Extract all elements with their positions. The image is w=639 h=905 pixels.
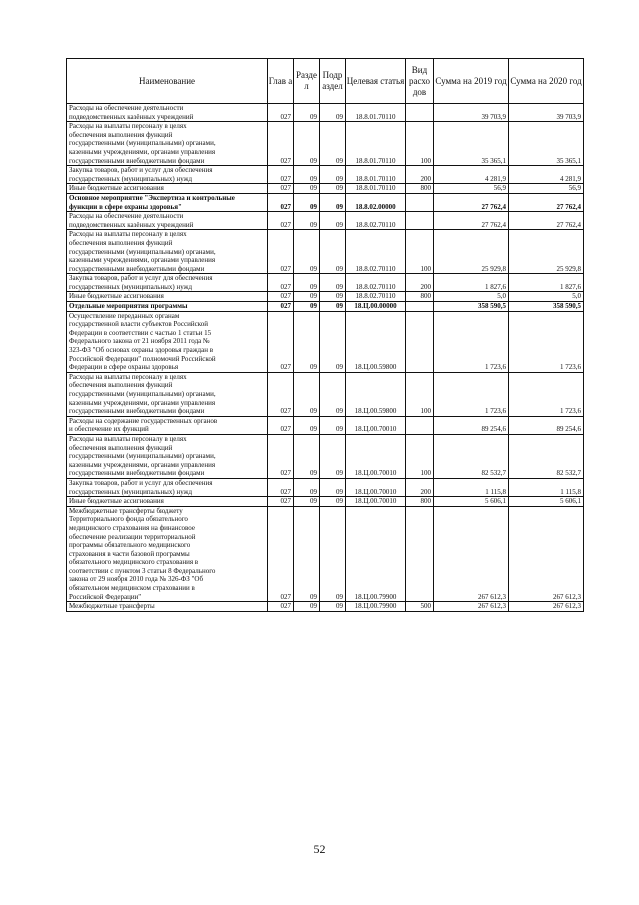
cell-sum-2020: 27 762,4 [509, 193, 584, 211]
cell-name: Межбюджетные трансферты [67, 602, 268, 612]
table-row [67, 478, 584, 496]
cell-name: Расходы на выплаты персоналу в целях обеспечения выполнения функций государственными (муниципальными) органами, казенными учреждениями, органами управления государственными внебюджетными фондами [67, 372, 268, 416]
table-row [67, 230, 584, 274]
cell-name: Отдельные мероприятия программы [67, 302, 268, 312]
cell-name: Расходы на обеспечение деятельности подведомственных казённых учреждений [67, 212, 268, 230]
cell-expense-type: 200 [406, 478, 434, 496]
cell-sum-2020: 82 532,7 [509, 434, 584, 478]
table-row [67, 311, 584, 372]
cell-name: Закупка товаров, работ и услуг для обеспечения государственных (муниципальных) нужд [67, 166, 268, 184]
cell-sum-2020: 89 254,6 [509, 416, 584, 434]
table-body [67, 104, 584, 612]
cell-section: 09 [294, 434, 320, 478]
cell-subsection: 09 [320, 212, 346, 230]
cell-sum-2019: 5 606,1 [434, 497, 509, 507]
cell-chapter: 027 [268, 274, 294, 292]
cell-sum-2019: 39 703,9 [434, 104, 509, 122]
cell-sum-2019: 358 590,5 [434, 302, 509, 312]
cell-sum-2020: 267 612,3 [509, 506, 584, 602]
cell-chapter: 027 [268, 434, 294, 478]
cell-sum-2019: 89 254,6 [434, 416, 509, 434]
cell-expense-type: 100 [406, 434, 434, 478]
cell-sum-2019: 27 762,4 [434, 193, 509, 211]
cell-subsection: 09 [320, 104, 346, 122]
cell-chapter: 027 [268, 602, 294, 612]
cell-section: 09 [294, 274, 320, 292]
cell-expense-type [406, 193, 434, 211]
cell-expense-type [406, 416, 434, 434]
cell-expense-type: 200 [406, 166, 434, 184]
header-expense-type: Вид расхо дов [406, 59, 434, 104]
cell-chapter: 027 [268, 372, 294, 416]
cell-expense-type: 800 [406, 292, 434, 302]
table-row [67, 497, 584, 507]
cell-subsection: 09 [320, 193, 346, 211]
cell-sum-2019: 4 281,9 [434, 166, 509, 184]
cell-subsection: 09 [320, 416, 346, 434]
table-row [67, 166, 584, 184]
table-row [67, 122, 584, 166]
cell-name: Межбюджетные трансферты бюджету Территориального фонда обязательного медицинского страхования на финансовое обеспечение реализации территориальной программы обязательного медицинского страхования в части базовой программы обязательного медицинского страхования в соответствии с пунктом 3 статьи 8 Федерального закона от 29 ноября 2010 года № 326-ФЗ "Об обязательном медицинском страховании в Российской Федерации" [67, 506, 268, 602]
cell-sum-2019: 1 827,6 [434, 274, 509, 292]
cell-target: 18.Ц.00.59800 [346, 372, 406, 416]
cell-name: Иные бюджетные ассигнования [67, 497, 268, 507]
cell-section: 09 [294, 230, 320, 274]
cell-expense-type: 500 [406, 602, 434, 612]
table-row [67, 274, 584, 292]
table-row [67, 193, 584, 211]
cell-section: 09 [294, 212, 320, 230]
cell-target: 18.8.02.70110 [346, 212, 406, 230]
cell-section: 09 [294, 372, 320, 416]
cell-subsection: 09 [320, 230, 346, 274]
cell-sum-2019: 1 723,6 [434, 372, 509, 416]
cell-section: 09 [294, 302, 320, 312]
cell-chapter: 027 [268, 212, 294, 230]
cell-chapter: 027 [268, 506, 294, 602]
cell-section: 09 [294, 497, 320, 507]
page-number: 52 [313, 842, 326, 856]
cell-chapter: 027 [268, 166, 294, 184]
cell-sum-2020: 1 827,6 [509, 274, 584, 292]
cell-name: Закупка товаров, работ и услуг для обеспечения государственных (муниципальных) нужд [67, 478, 268, 496]
cell-target: 18.8.01.70110 [346, 122, 406, 166]
cell-chapter: 027 [268, 193, 294, 211]
cell-chapter: 027 [268, 416, 294, 434]
table-row [67, 372, 584, 416]
cell-sum-2020: 358 590,5 [509, 302, 584, 312]
cell-sum-2020: 5 606,1 [509, 497, 584, 507]
cell-sum-2019: 1 115,8 [434, 478, 509, 496]
table-row [67, 434, 584, 478]
cell-subsection: 09 [320, 372, 346, 416]
cell-name: Расходы на выплаты персоналу в целях обеспечения выполнения функций государственными (муниципальными) органами, казенными учреждениями, органами управления государственными внебюджетными фондами [67, 434, 268, 478]
cell-chapter: 027 [268, 478, 294, 496]
table-row [67, 104, 584, 122]
cell-subsection: 09 [320, 292, 346, 302]
cell-section: 09 [294, 104, 320, 122]
cell-target: 18.8.01.70110 [346, 104, 406, 122]
cell-sum-2020: 25 929,8 [509, 230, 584, 274]
cell-expense-type: 800 [406, 184, 434, 194]
cell-sum-2019: 5,0 [434, 292, 509, 302]
cell-name: Иные бюджетные ассигнования [67, 184, 268, 194]
cell-sum-2019: 267 612,3 [434, 602, 509, 612]
cell-subsection: 09 [320, 166, 346, 184]
cell-name: Расходы на обеспечение деятельности подведомственных казённых учреждений [67, 104, 268, 122]
cell-sum-2020: 1 115,8 [509, 478, 584, 496]
header-sum-2020: Сумма на 2020 год [509, 59, 584, 104]
cell-target: 18.Ц.00.59800 [346, 311, 406, 372]
cell-expense-type: 200 [406, 274, 434, 292]
cell-section: 09 [294, 602, 320, 612]
cell-subsection: 09 [320, 122, 346, 166]
budget-table [66, 58, 584, 612]
cell-sum-2019: 267 612,3 [434, 506, 509, 602]
header-sum-2019: Сумма на 2019 год [434, 59, 509, 104]
cell-section: 09 [294, 506, 320, 602]
header-chapter: Глав а [268, 59, 294, 104]
cell-subsection: 09 [320, 311, 346, 372]
cell-chapter: 027 [268, 497, 294, 507]
cell-subsection: 09 [320, 434, 346, 478]
cell-target: 18.Ц.00.70010 [346, 497, 406, 507]
cell-chapter: 027 [268, 302, 294, 312]
table-row [67, 602, 584, 612]
cell-section: 09 [294, 416, 320, 434]
header-subsection: Подр аздел [320, 59, 346, 104]
cell-chapter: 027 [268, 311, 294, 372]
cell-subsection: 09 [320, 478, 346, 496]
cell-expense-type [406, 104, 434, 122]
cell-expense-type: 100 [406, 122, 434, 166]
cell-target: 18.8.02.70110 [346, 274, 406, 292]
cell-target: 18.Ц.00.70010 [346, 434, 406, 478]
cell-sum-2020: 35 365,1 [509, 122, 584, 166]
cell-chapter: 027 [268, 292, 294, 302]
cell-target: 18.8.02.70110 [346, 292, 406, 302]
cell-target: 18.Ц.00.70010 [346, 478, 406, 496]
cell-name: Осуществление переданных органам государственной власти субъектов Российской Федерации в соответствии с частью 1 статьи 15 Федерального закона от 21 ноября 2011 года № 323-ФЗ "Об основах охраны здоровья граждан в Российской Федерации" полномочий Российской Федерации в сфере охраны здоровья [67, 311, 268, 372]
cell-subsection: 09 [320, 497, 346, 507]
cell-subsection: 09 [320, 274, 346, 292]
cell-chapter: 027 [268, 122, 294, 166]
table-row [67, 212, 584, 230]
cell-sum-2020: 5,0 [509, 292, 584, 302]
cell-section: 09 [294, 122, 320, 166]
cell-sum-2019: 56,9 [434, 184, 509, 194]
cell-target: 18.8.02.70110 [346, 230, 406, 274]
cell-target: 18.Ц.00.79900 [346, 506, 406, 602]
cell-section: 09 [294, 478, 320, 496]
table-row [67, 184, 584, 194]
cell-expense-type: 800 [406, 497, 434, 507]
cell-section: 09 [294, 292, 320, 302]
table-row [67, 292, 584, 302]
cell-sum-2020: 56,9 [509, 184, 584, 194]
cell-expense-type [406, 311, 434, 372]
cell-target: 18.Ц.00.70010 [346, 416, 406, 434]
cell-section: 09 [294, 311, 320, 372]
cell-target: 18.8.02.00000 [346, 193, 406, 211]
header-target: Целевая статья [346, 59, 406, 104]
cell-expense-type: 100 [406, 230, 434, 274]
cell-chapter: 027 [268, 184, 294, 194]
cell-target: 18.8.01.70110 [346, 166, 406, 184]
cell-subsection: 09 [320, 602, 346, 612]
cell-section: 09 [294, 184, 320, 194]
cell-sum-2020: 39 703,9 [509, 104, 584, 122]
table-row [67, 416, 584, 434]
cell-name: Закупка товаров, работ и услуг для обеспечения государственных (муниципальных) нужд [67, 274, 268, 292]
cell-target: 18.Ц.00.79900 [346, 602, 406, 612]
cell-chapter: 027 [268, 104, 294, 122]
cell-sum-2020: 1 723,6 [509, 372, 584, 416]
cell-sum-2020: 27 762,4 [509, 212, 584, 230]
cell-sum-2019: 25 929,8 [434, 230, 509, 274]
cell-sum-2020: 267 612,3 [509, 602, 584, 612]
cell-subsection: 09 [320, 506, 346, 602]
cell-subsection: 09 [320, 302, 346, 312]
cell-section: 09 [294, 166, 320, 184]
cell-name: Основное мероприятие "Экспертиза и контрольные функции в сфере охраны здоровья" [67, 193, 268, 211]
cell-subsection: 09 [320, 184, 346, 194]
cell-sum-2019: 1 723,6 [434, 311, 509, 372]
cell-sum-2020: 4 281,9 [509, 166, 584, 184]
cell-target: 18.8.01.70110 [346, 184, 406, 194]
cell-name: Иные бюджетные ассигнования [67, 292, 268, 302]
header-section: Разде л [294, 59, 320, 104]
cell-sum-2020: 1 723,6 [509, 311, 584, 372]
cell-expense-type [406, 212, 434, 230]
cell-name: Расходы на содержание государственных органов и обеспечение их функций [67, 416, 268, 434]
table-row [67, 302, 584, 312]
header-name: Наименование [67, 59, 268, 104]
cell-sum-2019: 82 532,7 [434, 434, 509, 478]
table-header-row [67, 59, 584, 104]
cell-name: Расходы на выплаты персоналу в целях обеспечения выполнения функций государственными (муниципальными) органами, казенными учреждениями, органами управления государственными внебюджетными фондами [67, 122, 268, 166]
cell-expense-type [406, 506, 434, 602]
budget-table-sheet [66, 58, 583, 612]
cell-expense-type: 100 [406, 372, 434, 416]
cell-section: 09 [294, 193, 320, 211]
cell-chapter: 027 [268, 230, 294, 274]
cell-expense-type [406, 302, 434, 312]
cell-target: 18.Ц.00.00000 [346, 302, 406, 312]
table-row [67, 506, 584, 602]
cell-sum-2019: 35 365,1 [434, 122, 509, 166]
cell-sum-2019: 27 762,4 [434, 212, 509, 230]
cell-name: Расходы на выплаты персоналу в целях обеспечения выполнения функций государственными (муниципальными) органами, казенными учреждениями, органами управления государственными внебюджетными фондами [67, 230, 268, 274]
